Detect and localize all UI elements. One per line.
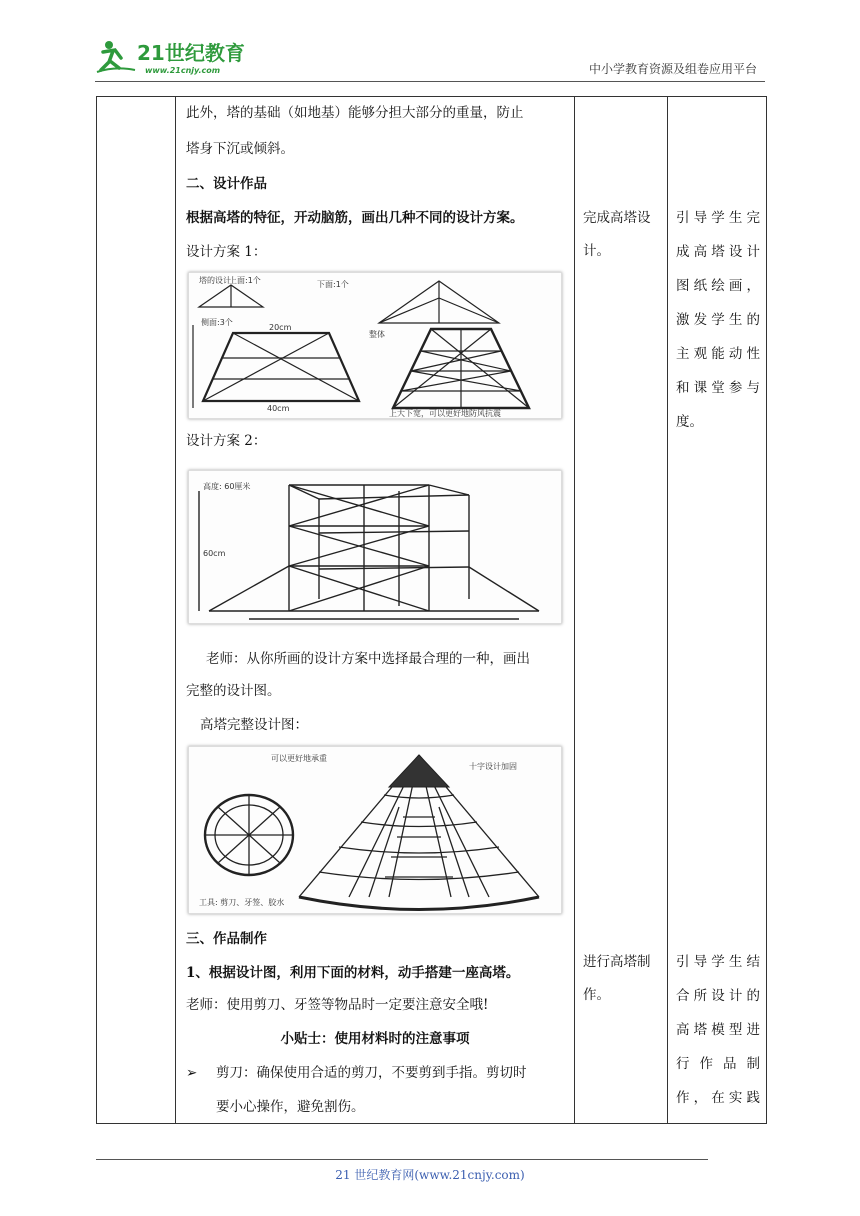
design-sketch-1 [188, 272, 562, 419]
footer-rule [96, 1159, 708, 1160]
logo [95, 36, 265, 76]
design-sketch-2 [188, 470, 562, 624]
intent-line: 引导学生结 [676, 954, 760, 970]
bullet-text: 剪刀：确保使用合适的剪刀，不要剪到手指。剪切时 [216, 1065, 527, 1081]
bullet-text: 要小心操作，避免割伤。 [216, 1099, 365, 1115]
activity-line: 完成高塔设 [583, 210, 651, 226]
section-heading: 二、设计作品 [186, 176, 267, 192]
sketch-note: 60cm [203, 549, 226, 558]
activity-line: 进行高塔制 [583, 954, 651, 970]
sketch-note: 十字设计加固 [469, 762, 517, 771]
runner-icon [97, 41, 135, 72]
intent-line: 作，在实践 [676, 1090, 760, 1106]
platform-name: 中小学教育资源及组卷应用平台 [588, 62, 757, 76]
teacher-line: 老师：从你所画的设计方案中选择最合理的一种，画出 [206, 651, 530, 667]
intent-line: 主观能动性 [676, 346, 760, 362]
paragraph-line: 塔身下沉或倾斜。 [186, 141, 294, 157]
sketch-note: 工具: 剪刀、牙签、胶水 [199, 898, 285, 907]
activity-line: 作。 [583, 987, 610, 1003]
sketch-note: 塔的设计 [199, 276, 231, 285]
content-cell [176, 97, 575, 1124]
stage-cell [97, 97, 176, 1124]
sketch-note: 40cm [267, 404, 290, 413]
design-intent-cell [668, 97, 767, 1124]
activity-line: 计。 [583, 243, 610, 259]
task-text: 1、根据设计图，利用下面的材料，动手搭建一座高塔。 [186, 965, 520, 981]
sketch-note: 侧面:3个 [201, 318, 233, 327]
intent-line: 引导学生完 [676, 210, 760, 226]
plan2-label: 设计方案 2： [186, 433, 267, 449]
intent-line: 行作品制 [676, 1056, 760, 1072]
table-row [97, 97, 767, 1124]
sketch-note: 整体 [369, 330, 385, 339]
intent-line: 和课堂参与 [676, 380, 760, 396]
header-rule [95, 81, 765, 82]
bullet-arrow-icon: ➢ [186, 1065, 198, 1081]
paragraph-line: 此外，塔的基础（如地基）能够分担大部分的重量，防止 [186, 105, 524, 121]
student-activity-cell [575, 97, 668, 1124]
full-design-label: 高塔完整设计图： [200, 717, 308, 733]
instruction-text: 根据高塔的特征，开动脑筋，画出几种不同的设计方案。 [186, 210, 524, 226]
section-heading: 三、作品制作 [186, 931, 267, 947]
intent-line: 图纸绘画， [676, 278, 760, 294]
sketch-note: 高度: 60厘米 [203, 482, 251, 491]
logo-text: 21世纪教育 [137, 41, 245, 65]
intent-line: 成高塔设计 [676, 244, 760, 260]
sketch-note: 可以更好地承重 [271, 754, 327, 763]
intent-line: 度。 [676, 414, 703, 430]
intent-line: 高塔模型进 [676, 1022, 760, 1038]
logo-url: www.21cnjy.com [145, 66, 221, 75]
tips-title: 小贴士：使用材料时的注意事项 [280, 1031, 470, 1047]
page-header [95, 30, 765, 80]
design-sketch-3 [188, 746, 562, 914]
plan1-label: 设计方案 1： [186, 244, 267, 260]
teacher-line: 老师：使用剪刀、牙签等物品时一定要注意安全哦! [186, 997, 489, 1013]
intent-line: 合所设计的 [676, 988, 760, 1004]
sketch-note: 上大下宽，可以更好地防风抗震 [389, 409, 501, 418]
sketch-note: 20cm [269, 323, 292, 332]
teacher-line: 完整的设计图。 [186, 683, 281, 699]
lesson-table [96, 96, 767, 1124]
page-footer: 21 世纪教育网(www.21cnjy.com) [335, 1168, 525, 1182]
sketch-note: 下面:1个 [317, 280, 349, 289]
intent-line: 激发学生的 [676, 312, 760, 328]
sketch-note: 上面:1个 [229, 276, 261, 285]
